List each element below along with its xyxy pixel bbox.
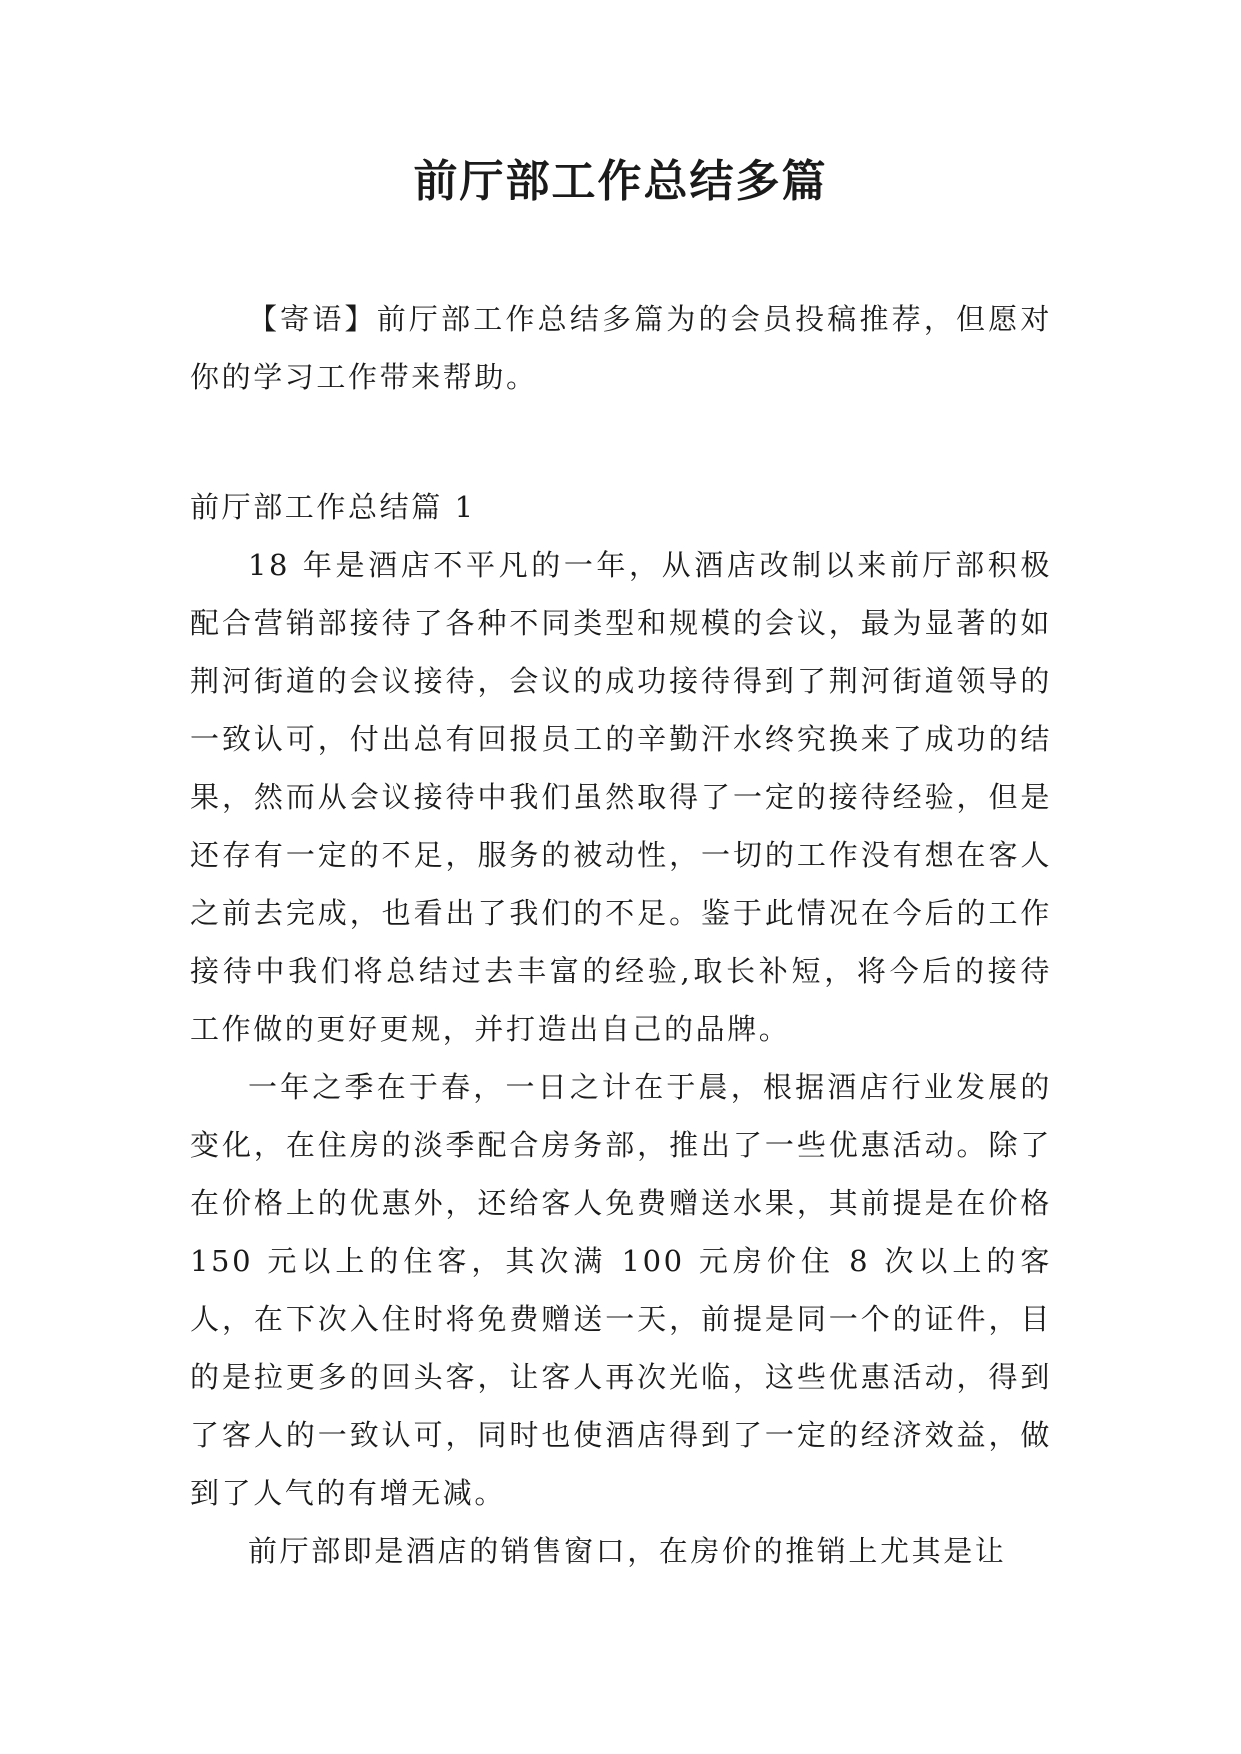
preface-paragraph: 【寄语】前厅部工作总结多篇为的会员投稿推荐，但愿对你的学习工作带来帮助。 xyxy=(190,302,1052,394)
document-title: 前厅部工作总结多篇 xyxy=(413,156,828,207)
section-heading: 前厅部工作总结篇 1 xyxy=(190,490,476,524)
body-paragraph: 一年之季在于春，一日之计在于晨，根据酒店行业发展的变化，在住房的淡季配合房务部，推出了一些优惠活动。除了在价格上的优惠外，还给客人免费赠送水果，其前提是在价格 150 元以上的住客，其次满 100 元房价住 8 次以上的客人，在下次入住时将免费赠送一天，前提是同一个的证件，目的是拉更多的回头客，让客人再次光临，这些优惠活动，得到了客人的一致认可，同时也使酒店得到了一定的经济效益，做到了人气的有增无减。 xyxy=(190,1070,1052,1510)
document-body xyxy=(190,290,1052,1580)
spacer xyxy=(190,406,1052,478)
body-paragraph: 前厅部即是酒店的销售窗口，在房价的推销上尤其是让 xyxy=(248,1534,1007,1568)
body-paragraph: 18 年是酒店不平凡的一年，从酒店改制以来前厅部积极配合营销部接待了各种不同类型和规模的会议，最为显著的如荆河街道的会议接待，会议的成功接待得到了荆河街道领导的一致认可，付出总有回报员工的辛勤汗水终究换来了成功的结果，然而从会议接待中我们虽然取得了一定的接待经验，但是还存有一定的不足，服务的被动性，一切的工作没有想在客人之前去完成，也看出了我们的不足。鉴于此情况在今后的工作接待中我们将总结过去丰富的经验,取长补短，将今后的接待工作做的更好更规，并打造出自己的品牌。 xyxy=(190,548,1052,1046)
